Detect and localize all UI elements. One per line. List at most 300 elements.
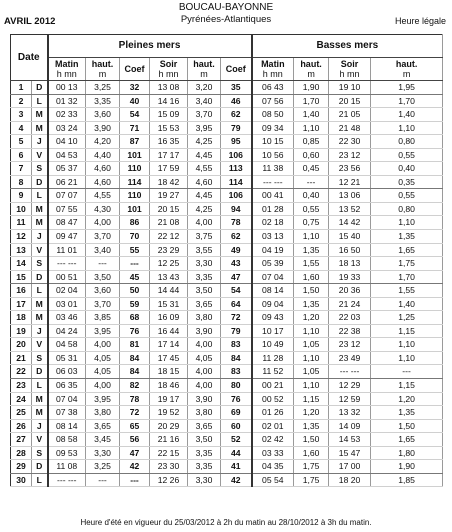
low-tide-morning-time: 05 39: [252, 257, 294, 271]
day-number: 5: [11, 135, 32, 149]
day-number: 16: [11, 284, 32, 298]
high-tide-morning-time: 08 14: [48, 419, 86, 433]
weekday: M: [32, 392, 48, 406]
table-row: [11, 311, 443, 325]
high-tide-morning-height: 4,20: [86, 135, 120, 149]
high-tide-evening-height: 3,30: [188, 257, 221, 271]
coefficient-morning: 87: [120, 135, 150, 149]
coefficient-morning: 71: [120, 121, 150, 135]
low-tide-evening-height: 1,15: [371, 324, 443, 338]
low-tide-evening-height: 1,75: [371, 257, 443, 271]
high-tide-evening-height: 3,55: [188, 243, 221, 257]
low-tide-evening-time: 21 05: [329, 108, 371, 122]
table-row: [11, 365, 443, 379]
high-tide-morning-height: 3,85: [86, 311, 120, 325]
coefficient-morning: 70: [120, 230, 150, 244]
low-tide-evening-height: 1,15: [371, 379, 443, 393]
coefficient-morning: 81: [120, 338, 150, 352]
weekday: L: [32, 94, 48, 108]
high-tide-morning-time: 00 13: [48, 81, 86, 95]
high-tide-evening-time: 18 15: [150, 365, 188, 379]
coefficient-evening: 35: [221, 81, 252, 95]
low-tide-evening-height: 1,65: [371, 433, 443, 447]
coefficient-morning: 78: [120, 392, 150, 406]
coefficient-morning: 47: [120, 446, 150, 460]
high-tide-evening-height: 4,45: [188, 148, 221, 162]
table-row: [11, 433, 443, 447]
high-tide-evening-time: 17 59: [150, 162, 188, 176]
coefficient-evening: 84: [221, 351, 252, 365]
low-tide-evening-height: 1,70: [371, 270, 443, 284]
low-tide-morning-height: 1,90: [294, 81, 329, 95]
day-number: 10: [11, 202, 32, 216]
high-tide-morning-height: 4,00: [86, 216, 120, 230]
table-row: [11, 446, 443, 460]
table-row: [11, 473, 443, 487]
high-tide-morning-time: 01 32: [48, 94, 86, 108]
low-tide-morning-height: 1,75: [294, 460, 329, 474]
high-tide-morning-time: 04 24: [48, 324, 86, 338]
low-tide-evening-height: 1,65: [371, 243, 443, 257]
weekday: J: [32, 230, 48, 244]
low-tide-evening-time: 21 24: [329, 297, 371, 311]
high-tide-evening-time: 16 35: [150, 135, 188, 149]
low-tide-morning-time: 07 04: [252, 270, 294, 284]
low-tide-evening-time: 14 53: [329, 433, 371, 447]
high-tide-evening-time: 13 08: [150, 81, 188, 95]
date-header: Date: [11, 35, 48, 81]
low-tide-morning-time: 03 33: [252, 446, 294, 460]
low-tide-evening-time: 20 15: [329, 94, 371, 108]
low-tide-morning-height: 1,55: [294, 257, 329, 271]
low-tide-evening-height: 1,35: [371, 230, 443, 244]
city-name: BOUCAU-BAYONNE: [178, 2, 274, 13]
low-tide-morning-time: 00 21: [252, 379, 294, 393]
coefficient-morning: 101: [120, 202, 150, 216]
day-number: 28: [11, 446, 32, 460]
page-header: [0, 0, 452, 36]
high-tide-morning-time: 06 03: [48, 365, 86, 379]
low-tide-evening-time: 16 50: [329, 243, 371, 257]
weekday: M: [32, 216, 48, 230]
high-tide-evening-time: 16 44: [150, 324, 188, 338]
day-number: 1: [11, 81, 32, 95]
low-tide-morning-height: ---: [294, 175, 329, 189]
day-number: 8: [11, 175, 32, 189]
high-tide-morning-height: 3,80: [86, 406, 120, 420]
coefficient-evening: 83: [221, 338, 252, 352]
day-number: 24: [11, 392, 32, 406]
day-number: 12: [11, 230, 32, 244]
table-row: [11, 257, 443, 271]
low-tide-morning-height: 1,10: [294, 379, 329, 393]
high-tide-morning-time: 03 01: [48, 297, 86, 311]
coefficient-evening: 79: [221, 121, 252, 135]
coefficient-evening: 114: [221, 175, 252, 189]
high-tide-morning-height: 3,95: [86, 392, 120, 406]
high-tide-evening-height: 3,20: [188, 81, 221, 95]
low-tide-morning-height: 1,15: [294, 392, 329, 406]
day-number: 9: [11, 189, 32, 203]
low-tide-evening-time: 15 40: [329, 230, 371, 244]
low-tide-evening-height: 0,80: [371, 202, 443, 216]
high-tide-morning-height: 3,95: [86, 324, 120, 338]
table-row: [11, 94, 443, 108]
low-tide-evening-height: 1,40: [371, 108, 443, 122]
low-tide-morning-height: 1,60: [294, 270, 329, 284]
high-tide-evening-time: 14 16: [150, 94, 188, 108]
high-tide-morning-height: 3,65: [86, 419, 120, 433]
high-tide-morning-time: 03 46: [48, 311, 86, 325]
coef1-header: Coef: [120, 58, 150, 81]
tide-table: [10, 34, 443, 487]
coefficient-evening: 54: [221, 284, 252, 298]
high-tide-evening-time: 15 53: [150, 121, 188, 135]
low-tide-morning-time: 08 50: [252, 108, 294, 122]
low-tide-morning-time: 00 41: [252, 189, 294, 203]
low-tide-morning-time: 09 04: [252, 297, 294, 311]
table-row: [11, 270, 443, 284]
day-number: 19: [11, 324, 32, 338]
low-tide-morning-height: 1,10: [294, 324, 329, 338]
high-tide-morning-time: 07 38: [48, 406, 86, 420]
table-row: [11, 162, 443, 176]
high-tide-evening-height: 3,35: [188, 446, 221, 460]
low-tide-morning-height: 1,60: [294, 446, 329, 460]
low-tide-morning-height: 1,20: [294, 406, 329, 420]
high-tide-evening-time: 17 17: [150, 148, 188, 162]
day-number: 7: [11, 162, 32, 176]
coefficient-morning: ---: [120, 257, 150, 271]
low-tide-morning-time: 10 17: [252, 324, 294, 338]
coefficient-morning: 32: [120, 81, 150, 95]
coefficient-evening: 42: [221, 473, 252, 487]
high-tide-evening-time: 15 31: [150, 297, 188, 311]
high-tide-morning-height: 4,00: [86, 379, 120, 393]
high-tide-evening-height: 3,90: [188, 392, 221, 406]
high-tide-morning-time: 08 58: [48, 433, 86, 447]
high-tide-morning-height: 3,25: [86, 460, 120, 474]
low-tide-evening-height: 1,10: [371, 351, 443, 365]
high-tide-evening-time: 15 09: [150, 108, 188, 122]
coefficient-evening: 94: [221, 202, 252, 216]
weekday: L: [32, 473, 48, 487]
high-tide-evening-time: 22 15: [150, 446, 188, 460]
high-tide-evening-height: 4,00: [188, 338, 221, 352]
coefficient-morning: 54: [120, 108, 150, 122]
table-row: [11, 135, 443, 149]
low-tide-evening-height: 1,70: [371, 94, 443, 108]
high-tide-evening-height: 4,00: [188, 216, 221, 230]
low-tide-evening-time: 14 42: [329, 216, 371, 230]
high-tide-morning-time: 11 01: [48, 243, 86, 257]
coefficient-morning: ---: [120, 473, 150, 487]
table-row: [11, 284, 443, 298]
high-tide-evening-time: 19 27: [150, 189, 188, 203]
high-tide-evening-height: 3,75: [188, 230, 221, 244]
bm-haut2-header: haut. m: [371, 58, 443, 81]
low-tide-morning-height: 1,75: [294, 473, 329, 487]
low-tide-evening-height: 1,55: [371, 284, 443, 298]
low-tide-evening-height: 0,35: [371, 175, 443, 189]
day-number: 13: [11, 243, 32, 257]
low-tide-morning-height: 0,55: [294, 202, 329, 216]
low-tide-morning-time: 04 19: [252, 243, 294, 257]
weekday: M: [32, 297, 48, 311]
low-tide-morning-time: 02 01: [252, 419, 294, 433]
high-tide-morning-height: 4,55: [86, 189, 120, 203]
low-tide-evening-time: 13 06: [329, 189, 371, 203]
coefficient-morning: 50: [120, 284, 150, 298]
weekday: V: [32, 243, 48, 257]
high-tide-evening-time: 17 14: [150, 338, 188, 352]
bm-matin-header: Matin h mn: [252, 58, 294, 81]
pm-soir-header: Soir h mn: [150, 58, 188, 81]
low-tide-evening-height: 1,10: [371, 216, 443, 230]
low-tide-morning-height: 1,40: [294, 108, 329, 122]
low-tide-morning-time: 02 42: [252, 433, 294, 447]
weekday: S: [32, 446, 48, 460]
high-tide-evening-height: 3,35: [188, 460, 221, 474]
low-tide-evening-time: 13 52: [329, 202, 371, 216]
coefficient-evening: 83: [221, 365, 252, 379]
table-row: [11, 324, 443, 338]
low-tide-evening-height: ---: [371, 365, 443, 379]
high-tide-evening-height: 4,25: [188, 135, 221, 149]
weekday: M: [32, 121, 48, 135]
low-tide-morning-time: 11 28: [252, 351, 294, 365]
weekday: D: [32, 270, 48, 284]
table-row: [11, 108, 443, 122]
high-tide-evening-height: 3,50: [188, 284, 221, 298]
low-tide-morning-height: 1,05: [294, 365, 329, 379]
high-tide-morning-height: 4,60: [86, 175, 120, 189]
high-tide-morning-time: --- ---: [48, 473, 86, 487]
high-tide-evening-height: 4,25: [188, 202, 221, 216]
high-tide-morning-time: 00 51: [48, 270, 86, 284]
coefficient-morning: 84: [120, 351, 150, 365]
weekday: M: [32, 406, 48, 420]
high-tide-evening-time: 18 42: [150, 175, 188, 189]
low-tide-evening-time: 21 48: [329, 121, 371, 135]
high-tide-evening-time: 14 44: [150, 284, 188, 298]
low-tide-evening-height: 1,80: [371, 446, 443, 460]
low-tide-morning-time: 04 35: [252, 460, 294, 474]
coef2-header: Coef: [221, 58, 252, 81]
table-row: [11, 216, 443, 230]
low-tide-evening-time: --- ---: [329, 365, 371, 379]
high-tide-evening-height: 4,45: [188, 189, 221, 203]
low-tide-morning-time: 01 26: [252, 406, 294, 420]
weekday: L: [32, 284, 48, 298]
day-number: 14: [11, 257, 32, 271]
day-number: 21: [11, 351, 32, 365]
coefficient-evening: 106: [221, 148, 252, 162]
low-tide-evening-height: 1,10: [371, 338, 443, 352]
table-row: [11, 230, 443, 244]
low-tide-evening-height: 0,55: [371, 148, 443, 162]
low-tide-evening-time: 13 32: [329, 406, 371, 420]
time-note: Heure légale: [394, 16, 446, 26]
pleines-mers-header: Pleines mers: [48, 35, 252, 58]
high-tide-morning-height: 4,00: [86, 338, 120, 352]
high-tide-morning-time: 06 35: [48, 379, 86, 393]
day-number: 4: [11, 121, 32, 135]
high-tide-evening-time: 23 30: [150, 460, 188, 474]
high-tide-morning-time: 07 55: [48, 202, 86, 216]
low-tide-morning-height: 0,60: [294, 148, 329, 162]
low-tide-evening-height: 0,80: [371, 135, 443, 149]
high-tide-morning-height: 3,25: [86, 81, 120, 95]
high-tide-evening-time: 12 25: [150, 257, 188, 271]
day-number: 3: [11, 108, 32, 122]
coefficient-evening: 43: [221, 257, 252, 271]
coefficient-evening: 44: [221, 446, 252, 460]
table-row: [11, 121, 443, 135]
low-tide-evening-time: 23 12: [329, 338, 371, 352]
low-tide-evening-height: 1,90: [371, 460, 443, 474]
coefficient-morning: 76: [120, 324, 150, 338]
high-tide-morning-height: 3,60: [86, 284, 120, 298]
coefficient-evening: 46: [221, 94, 252, 108]
day-number: 30: [11, 473, 32, 487]
coefficient-morning: 86: [120, 216, 150, 230]
coefficient-morning: 56: [120, 433, 150, 447]
low-tide-evening-time: 18 20: [329, 473, 371, 487]
low-tide-evening-time: 22 03: [329, 311, 371, 325]
coefficient-evening: 52: [221, 433, 252, 447]
pm-haut1-header: haut. m: [86, 58, 120, 81]
low-tide-evening-height: 1,25: [371, 311, 443, 325]
low-tide-evening-time: 22 30: [329, 135, 371, 149]
low-tide-morning-height: 1,50: [294, 433, 329, 447]
low-tide-morning-height: 1,35: [294, 419, 329, 433]
day-number: 29: [11, 460, 32, 474]
low-tide-evening-time: 15 47: [329, 446, 371, 460]
day-number: 27: [11, 433, 32, 447]
low-tide-morning-time: 10 15: [252, 135, 294, 149]
weekday: D: [32, 365, 48, 379]
coefficient-evening: 64: [221, 297, 252, 311]
high-tide-morning-time: 05 31: [48, 351, 86, 365]
high-tide-morning-height: 3,70: [86, 297, 120, 311]
high-tide-morning-height: 3,40: [86, 243, 120, 257]
high-tide-evening-time: 20 15: [150, 202, 188, 216]
high-tide-morning-height: 3,60: [86, 108, 120, 122]
low-tide-evening-height: 1,10: [371, 121, 443, 135]
low-tide-evening-time: 23 56: [329, 162, 371, 176]
high-tide-evening-height: 3,90: [188, 324, 221, 338]
low-tide-morning-time: 10 56: [252, 148, 294, 162]
weekday: M: [32, 311, 48, 325]
coefficient-morning: 84: [120, 365, 150, 379]
day-number: 22: [11, 365, 32, 379]
high-tide-evening-height: 3,30: [188, 473, 221, 487]
table-row: [11, 392, 443, 406]
low-tide-morning-time: 09 34: [252, 121, 294, 135]
low-tide-evening-time: 17 00: [329, 460, 371, 474]
high-tide-morning-time: 04 58: [48, 338, 86, 352]
table-row: [11, 189, 443, 203]
day-number: 18: [11, 311, 32, 325]
high-tide-evening-height: 3,70: [188, 108, 221, 122]
low-tide-morning-height: 1,50: [294, 284, 329, 298]
coefficient-morning: 101: [120, 148, 150, 162]
high-tide-morning-time: 08 47: [48, 216, 86, 230]
coefficient-morning: 40: [120, 94, 150, 108]
low-tide-evening-time: 14 09: [329, 419, 371, 433]
table-row: [11, 81, 443, 95]
weekday: V: [32, 338, 48, 352]
high-tide-evening-height: 4,00: [188, 365, 221, 379]
low-tide-morning-height: 1,10: [294, 121, 329, 135]
weekday: J: [32, 324, 48, 338]
high-tide-evening-time: 12 26: [150, 473, 188, 487]
high-tide-evening-time: 23 29: [150, 243, 188, 257]
day-number: 15: [11, 270, 32, 284]
coefficient-morning: 114: [120, 175, 150, 189]
low-tide-evening-time: 19 10: [329, 81, 371, 95]
high-tide-evening-time: 19 17: [150, 392, 188, 406]
high-tide-morning-height: 4,05: [86, 351, 120, 365]
high-tide-morning-height: 3,30: [86, 446, 120, 460]
coefficient-morning: 45: [120, 270, 150, 284]
day-number: 26: [11, 419, 32, 433]
high-tide-morning-time: 09 47: [48, 230, 86, 244]
footer-note: Heure d'été en vigueur du 25/03/2012 à 2h du matin au 28/10/2012 à 3h du matin.: [80, 518, 372, 527]
low-tide-morning-height: 0,85: [294, 135, 329, 149]
weekday: M: [32, 108, 48, 122]
weekday: L: [32, 379, 48, 393]
low-tide-morning-time: 10 49: [252, 338, 294, 352]
low-tide-morning-height: 0,75: [294, 216, 329, 230]
weekday: L: [32, 189, 48, 203]
coefficient-morning: 72: [120, 406, 150, 420]
high-tide-morning-height: 3,35: [86, 94, 120, 108]
high-tide-morning-time: 04 53: [48, 148, 86, 162]
weekday: J: [32, 135, 48, 149]
low-tide-morning-time: 07 56: [252, 94, 294, 108]
low-tide-evening-time: 23 12: [329, 148, 371, 162]
table-row: [11, 148, 443, 162]
coefficient-evening: 62: [221, 230, 252, 244]
high-tide-evening-height: 3,80: [188, 311, 221, 325]
table-row: [11, 460, 443, 474]
weekday: V: [32, 148, 48, 162]
table-row: [11, 175, 443, 189]
day-number: 2: [11, 94, 32, 108]
high-tide-evening-height: 4,00: [188, 379, 221, 393]
low-tide-evening-time: 22 38: [329, 324, 371, 338]
coefficient-evening: 60: [221, 419, 252, 433]
high-tide-evening-height: 3,80: [188, 406, 221, 420]
low-tide-morning-height: 1,05: [294, 338, 329, 352]
tide-table-body: [11, 81, 443, 487]
high-tide-evening-time: 21 16: [150, 433, 188, 447]
high-tide-evening-time: 13 43: [150, 270, 188, 284]
low-tide-evening-height: 1,85: [371, 473, 443, 487]
coefficient-evening: 106: [221, 189, 252, 203]
high-tide-evening-time: 17 45: [150, 351, 188, 365]
high-tide-evening-time: 20 29: [150, 419, 188, 433]
high-tide-evening-time: 18 46: [150, 379, 188, 393]
high-tide-evening-height: 3,65: [188, 297, 221, 311]
high-tide-evening-height: 4,60: [188, 175, 221, 189]
low-tide-morning-height: 1,35: [294, 243, 329, 257]
weekday: S: [32, 162, 48, 176]
coefficient-morning: 55: [120, 243, 150, 257]
low-tide-morning-time: 03 13: [252, 230, 294, 244]
